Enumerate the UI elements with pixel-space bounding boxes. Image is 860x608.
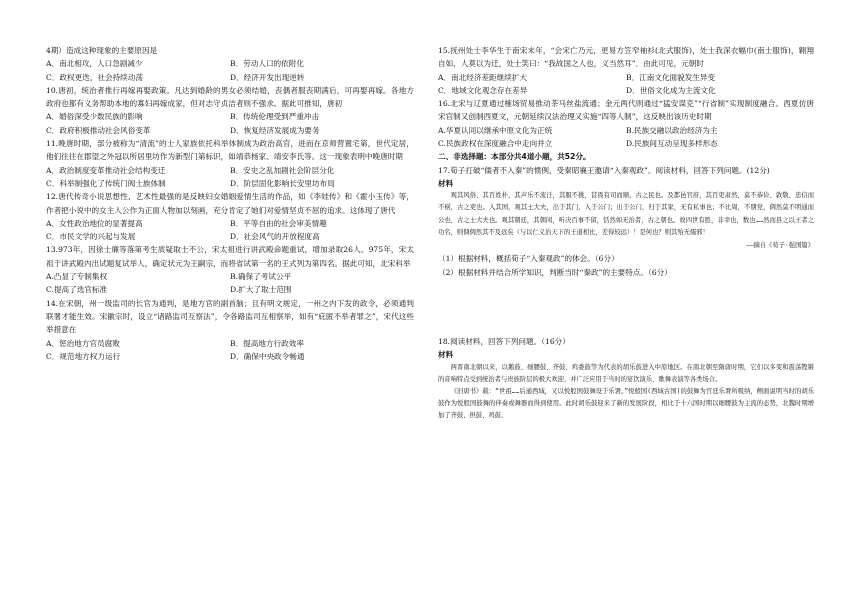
q11-stem: 11.晚唐时期，部分被称为“清流”的士人家族依托科举体制成为政治高官，进而在京师营置宅第，世代定居，他们往往在郡望之外冠以所居里坊作为新型门第标识，如靖恭杨家、靖安李氏等。这一现象表明中晚唐时期 (46, 139, 414, 162)
q14-option-a: A．惩治地方官员腐败 (46, 338, 120, 348)
q15-stem: 15.抚州处士李华生于南宋末年，“会宋亡乃元，更易方笠窄袖衫(北式服饰)，处士我深衣幅巾(南士服饰)，翱翔自如，人莫以为迁，处士笑曰：“我故国之人也，义当然耳”．由此可见，元朝时 (438, 46, 814, 69)
q18-para1: 两晋南北朝以来，以鹅鼓、细腰鼓、齐鼓、鸡娄鼓等为代表的胡乐鼓进入中原地区。在南北朝至隋唐时期，它们以多变和震荡铿锵的音响特点受到统治者与贵族阶层的极大欢迎，并广泛应用于当时的宴饮演乐、歌舞表演等各类场合。 (438, 363, 814, 383)
q10-option-d: D．恢复经济发展成为要务 (230, 125, 320, 135)
q17-source: ——摘自《荀子·强国篇》 (745, 242, 814, 250)
q12-stem: 12.唐代传奇小说思想性、艺术性最强的是反映妇女婚姻爱情生活的作品，如《李娃传》和《霍小玉传》等，作者把小说中的女主人公作为正面人物加以刻画，充分肯定了她们对爱情坚贞不屈的追求。这体现了唐代 (46, 192, 414, 215)
q17-sub1: （1）根据材料，概括荀子“入秦观政”的体会。（6分） (438, 254, 619, 264)
q14-stem: 14.在宋朝，州一级监司的长官为通判，是地方官的副首脑；且有明文规定，一州之内下发的政令，必须通判联署才能生效。宋徽宗时，设立“诸路监司互察法”，令各路监司互相察举，如有“庇匿不举者罪之”，宋代这些举措意在 (46, 298, 414, 335)
q16-option-d: D.民族间互动呈现多样形态 (626, 139, 718, 149)
q15-option-b: B．江南文化面貌发生异变 (626, 72, 716, 82)
q18-stem: 18.阅读材料，回答下列问题。（16分） (438, 336, 570, 346)
q11-option-d: D．阶层固化影响长安里坊布局 (230, 178, 335, 188)
q12-options-row2 (46, 230, 414, 243)
q12-option-c: C．市民文学的兴起与发展 (46, 232, 136, 242)
q14-options-row2 (46, 350, 414, 363)
q13-options-row2 (46, 283, 414, 296)
q16-option-b: B.民族交融以政治经济为主 (626, 125, 718, 135)
q14-options-row1 (46, 337, 414, 350)
q9-option-d: D．经济开发出现逆转 (230, 72, 305, 82)
q18-material-label: 材料 (438, 350, 454, 360)
q9-options-row1 (46, 57, 414, 70)
q16-options-row1 (438, 124, 814, 137)
right-column (438, 44, 814, 423)
q10-options-row1 (46, 110, 414, 123)
section-heading: 二、非选择题：本部分共4道小题，共52分。 (438, 152, 591, 162)
q11-option-c: C．科举制强化了传统门阀士族体制 (46, 178, 166, 188)
q11-options-row1 (46, 164, 414, 177)
q13-option-a: A.凸显了专制集权 (46, 272, 108, 282)
q10-option-b: B．传统伦理受到严重冲击 (230, 112, 320, 122)
q12-option-d: D．社会风气的开放程度高 (230, 232, 320, 242)
q17-material-label: 材料 (438, 178, 454, 188)
q10-options-row2 (46, 124, 414, 137)
q12-option-a: A．女性政治地位的显著提高 (46, 218, 143, 228)
q15-option-d: D．世俗文化成为主流文化 (626, 85, 716, 95)
q18-para2: 《旧唐书》载：“世祖……后通西域，又以悦般国鼓舞设于乐署。”悦般国(西域古国)的鼓舞为宫廷乐署所吸纳，侧面说明当时的胡乐鼓作为悦般国鼓舞的伴奏或舞器而得到使用。此时胡乐鼓迎来了新的发展阶段，相比于十六国时期以细腰鼓为主流的态势，北魏时期增加了齐鼓、担鼓、鸡鼓、 (438, 387, 814, 420)
q15-options-row2 (438, 84, 814, 97)
q12-option-b: B．平等自由的社会审美情趣 (230, 218, 327, 228)
answer-space (438, 279, 814, 335)
q13-option-c: C.提高了选官标准 (46, 285, 108, 295)
q16-options-row2 (438, 137, 814, 150)
q11-option-b: B．安史之乱加剧社会阶层分化 (230, 165, 335, 175)
q14-option-b: B．提高地方行政效率 (230, 338, 304, 348)
q15-option-a: A．南北经济差距继续扩大 (438, 72, 528, 82)
q9-options-row2 (46, 71, 414, 84)
q17-sub2: （2）根据材料并结合所学知识，判断当时“秦政”的主要特点。（6分） (438, 267, 672, 277)
q15-option-c: C．地域文化观念存在差异 (438, 85, 528, 95)
q12-options-row1 (46, 217, 414, 230)
q10-option-a: A．婚俗深受少数民族的影响 (46, 112, 143, 122)
q14-option-c: C．规范地方权力运行 (46, 351, 121, 361)
q14-option-d: D．确保中央政令畅通 (230, 351, 305, 361)
q13-option-d: D.扩大了取士范围 (230, 285, 292, 295)
q9-option-b: B．劳动人口的依附化 (230, 59, 304, 69)
q13-options-row1 (46, 270, 414, 283)
q13-option-b: B.确保了考试公平 (230, 272, 292, 282)
q16-option-c: C.民族政权在深度融合中走向并立 (438, 139, 553, 149)
left-column (46, 44, 414, 363)
q17-quote: 观其风俗，其百姓朴，其声乐不流汙，其服不挑，甚畏有司而顺，古之民也。及都邑官府，其百吏肃然，莫不恭俭、敦敬、忠信而不楛，古之吏也。入其国，观其士大夫，出于其门，入于公门；出于公门，归于其家，无有私事也；不比周，不朋党，倜然莫不明通而公也，古之士大夫也。观其朝廷，其朝闲，听决百事不留，恬然如无治者，古之朝也。故四世有胜，非幸也，数也……然而县之以王者之功名，则倜倜然其不及远矣（与以仁义治天下的王道相比，差得较远）！是何也？则其殆无儒邪！ (438, 192, 814, 236)
q16-stem: 16.北宋与辽夏通过榷场贸易推动茶马丝盐流通；金元两代则通过“猛安谋克”“行省制”实现制度融合。西夏仿唐宋官制又创制西夏文，元朝延续汉法治理又实施“四等人制”，这反映出该历史时期 (438, 99, 814, 122)
q13-stem: 13.973年，因徐士廉等落第考生质疑取士不公，宋太祖进行讲武殿命题重试，增加录取26人。975年，宋太祖于讲武殿内出试题复试举人，确定状元为王嗣宗，而将省试第一名的王式列为第四名。据此可知，北宋科举 (46, 245, 414, 268)
q9-option-a: A．南北相攻，人口急剧减少 (46, 59, 143, 69)
q16-option-a: A.华夏认同以继承中原文化为正统 (438, 125, 553, 135)
q11-option-a: A．政治制度变革推动社会结构变迁 (46, 165, 166, 175)
q10-stem: 10.唐初，统治者推行再嫁再娶政策。凡达到婚龄的男女必须结婚，丧偶者服丧期满后，可再娶再嫁。各地方政府也都有义务帮助本地的寡妇再嫁成家，但对志守贞洁者则不强求。据此可推知，唐初 (46, 85, 414, 109)
q9-option-c: C．政权更迭，社会持续动荡 (46, 72, 143, 82)
q17-stem: 17.荀子打破“儒者不入秦”的惯例，受秦昭襄王邀请“入秦观政”。阅读材料，回答下列问题。(12分) (438, 165, 770, 175)
q11-options-row2 (46, 177, 414, 190)
q15-options-row1 (438, 71, 814, 84)
q9-tail: 4期）造成这种现象的主要原因是 (46, 46, 158, 55)
q10-option-c: C．政府积极推动社会风俗变革 (46, 125, 151, 135)
